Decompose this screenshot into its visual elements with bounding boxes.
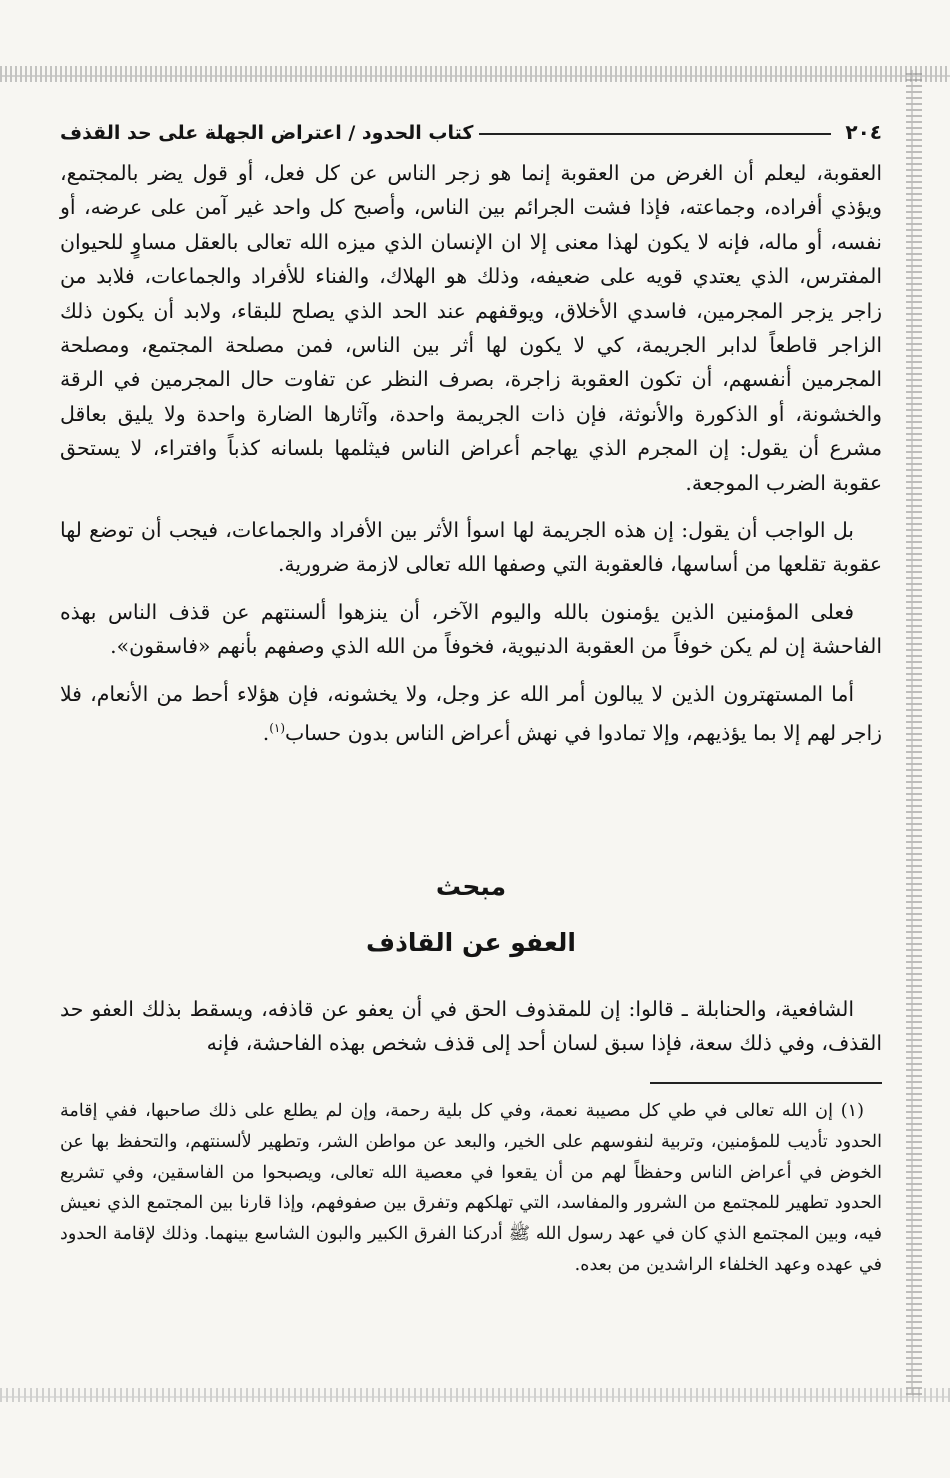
paragraph-4: أما المستهترون الذين لا يبالون أمر الله عز وجل، ولا يخشونه، فإن هؤلاء أحط من الأنعام، فلا زاجر لهم إلا بما يؤذيهم، وإلا تمادوا في نهش أعراض الناس بدون حساب$^{(١)}$. (60, 681, 882, 745)
header-rule (479, 133, 831, 135)
paragraph-4-text: أما المستهترون الذين لا يبالون أمر الله عز وجل، ولا يخشونه، فإن هؤلاء أحط من الأنعام، فلا زاجر لهم إلا بما يؤذيهم، وإلا تمادوا في نهش أعراض الناس بدون حساب (60, 681, 882, 745)
paragraph-3: فعلى المؤمنين الذين يؤمنون بالله واليوم الآخر، أن ينزهوا ألسنتهم عن قذف الناس بهذه الفاحشة إن لم يكن خوفاً من العقوبة الدنيوية، فخوفاً من الله الذي وصفهم بأنهم «فاسقون». (60, 599, 882, 659)
footnote (60, 1096, 882, 1281)
footnote-separator (650, 1082, 882, 1084)
footnote-text: (١) إن الله تعالى في طي كل مصيبة نعمة، وفي كل بلية رحمة، وإن لم يطلع على ذلك صاحبها، ففي إقامة الحدود تأديب للمؤمنين، وتربية لنفوسهم على الخير، والبعد عن مواطن الشر، وتطهير لألسنتهم، والتحفظ بها عن الخوض في أعراض الناس وحفظاً لهم من أن يقعوا في معصية الله تعالى، ويصبحوا من الفاسقين، وفي تشريع الحدود تطهير للمجتمع من الشرور والمفاسد، التي تهلكهم وتفرق بين صفوفهم، وإذا قارنا بين المجتمع الذي نعيش فيه، وبين المجتمع الذي كان في عهد رسول الله ﷺ أدركنا الفرق الكبير والبون الشاسع بينهما. وذلك لإقامة الحدود في عهده وعهد الخلفاء الراشدين من بعده. (60, 1101, 882, 1275)
section-paragraph: الشافعية، والحنابلة ـ قالوا: إن للمقذوف الحق في أن يعفو عن قاذفه، ويسقط بذلك العفو حد القذف، وفي ذلك سعة، فإذا سبق لسان أحد إلى قذف شخص بهذه الفاحشة، فإنه (60, 997, 882, 1056)
running-header (60, 110, 882, 144)
running-title: كتاب الحدود / اعتراض الجهلة على حد القذف (60, 122, 474, 144)
section-title: العفو عن القاذف (366, 928, 576, 957)
section-text (60, 992, 882, 1061)
main-text (60, 156, 882, 763)
paragraph-1: العقوبة، ليعلم أن الغرض من العقوبة إنما هو زجر الناس عن كل فعل، أو قول يضر بالمجتمع، ويؤذي أفراده، وجماعته، فإذا فشت الجرائم بين الناس، وأصبح كل واحد غير آمن على عرضه، أو نفسه، أو ماله، فإنه لا يكون لهذا معنى إلا ان الإنسان الذي ميزه الله تعالى بالعقل مساوٍ للحيوان المفترس، الذي يعتدي قويه على ضعيفه، وذلك هو الهلاك، والفناء للأفراد والجماعات، فلابد من زاجر يزجر المجرمين، فاسدي الأخلاق، ويوقفهم عند الحد الذي يصلح للبقاء، ولابد أن يكون ذلك الزاجر قاطعاً لدابر الجريمة، كي لا يكون لها أثر بين الناس، فمن مصلحة المجتمع، ومصلحة المجرمين أنفسهم، أن تكون العقوبة زاجرة، بصرف النظر عن تفاوت حال المجرمين في الرقة والخشونة، أو الذكورة والأنوثة، فإن ذات الجريمة واحدة، وآثارها الضارة واحدة ولا يليق بعاقل مشرع أن يقول: إن المجرم الذي يهاجم أعراض الناس فيثلمها بلسانه كذباً وافتراء، لا يستحق عقوبة الضرب الموجعة. (60, 161, 882, 495)
paragraph-2: بل الواجب أن يقول: إن هذه الجريمة لها اسوأ الأثر بين الأفراد والجماعات، فيجب أن توضع لها عقوبة تقلعها من أساسها، فالعقوبة التي وصفها الله تعالى لازمة ضرورية. (60, 518, 882, 577)
page-number: ٢٠٤ (845, 120, 882, 144)
book-page (60, 0, 882, 1478)
decorative-border-right (906, 70, 922, 1395)
footnote-reference: (١) (269, 721, 286, 736)
section-label: مبحث (435, 872, 507, 901)
